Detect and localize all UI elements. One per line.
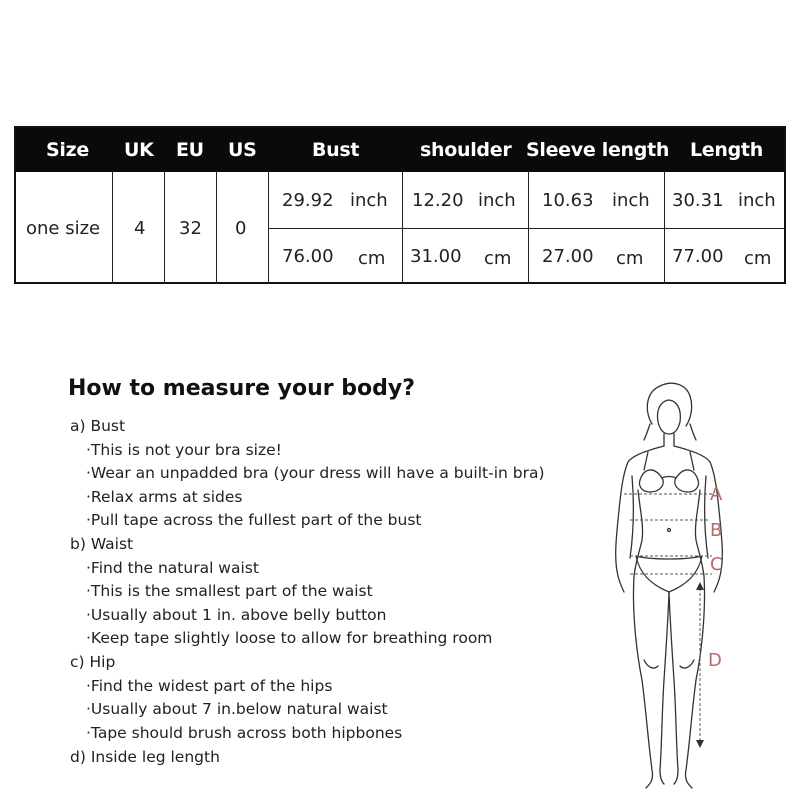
unit-inch: inch [350, 190, 388, 211]
list-item: ·Usually about 1 in. above belly button [86, 606, 387, 624]
list-item: ·This is the smallest part of the waist [86, 582, 373, 600]
unit-cm: cm [484, 248, 512, 269]
header-length: Length [690, 139, 763, 161]
shoulder-inch: 12.20 [412, 190, 464, 211]
us-value: 0 [235, 218, 247, 239]
header-size: Size [46, 139, 89, 161]
list-item: ·Find the natural waist [86, 559, 259, 577]
label-d: D [708, 650, 722, 671]
header-sleeve-length: Sleeve length [526, 139, 670, 161]
body-measurement-figure [600, 380, 750, 795]
header-eu: EU [176, 139, 204, 161]
length-inch: 30.31 [672, 190, 724, 211]
shoulder-cm: 31.00 [410, 246, 462, 267]
section-bust-label: a) Bust [70, 417, 126, 435]
bust-cm: 76.00 [282, 246, 334, 267]
list-item: ·Keep tape slightly loose to allow for breathing room [86, 629, 493, 647]
sleeve-cm: 27.00 [542, 246, 594, 267]
bust-inch: 29.92 [282, 190, 334, 211]
label-c: C [710, 554, 723, 575]
table-header-row [16, 128, 784, 172]
eu-value: 32 [179, 218, 202, 239]
size-value: one size [26, 218, 101, 239]
divider [112, 172, 113, 284]
header-uk: UK [124, 139, 154, 161]
body-outline-icon [600, 380, 750, 795]
list-item: ·Tape should brush across both hipbones [86, 724, 403, 742]
length-cm: 77.00 [672, 246, 724, 267]
list-item: ·Find the widest part of the hips [86, 677, 333, 695]
list-item: ·Wear an unpadded bra (your dress will have a built-in bra) [86, 464, 545, 482]
uk-value: 4 [134, 218, 146, 239]
section-inside-leg-label: d) Inside leg length [70, 748, 220, 766]
unit-inch: inch [738, 190, 776, 211]
header-shoulder: shoulder [420, 139, 512, 161]
label-a: A [710, 484, 723, 505]
row-divider [268, 228, 784, 229]
header-bust: Bust [312, 139, 360, 161]
divider [164, 172, 165, 284]
section-waist-label: b) Waist [70, 535, 134, 553]
list-item: ·Pull tape across the fullest part of the bust [86, 511, 422, 529]
unit-cm: cm [616, 248, 644, 269]
section-hip-label: c) Hip [70, 653, 116, 671]
unit-inch: inch [612, 190, 650, 211]
list-item: ·Usually about 7 in.below natural waist [86, 700, 388, 718]
unit-inch: inch [478, 190, 516, 211]
list-item: ·Relax arms at sides [86, 488, 243, 506]
header-us: US [228, 139, 257, 161]
sleeve-inch: 10.63 [542, 190, 594, 211]
size-chart-table [14, 126, 786, 284]
label-b: B [710, 520, 723, 541]
guide-title: How to measure your body? [68, 376, 416, 401]
unit-cm: cm [744, 248, 772, 269]
divider [216, 172, 217, 284]
unit-cm: cm [358, 248, 386, 269]
list-item: ·This is not your bra size! [86, 441, 282, 459]
